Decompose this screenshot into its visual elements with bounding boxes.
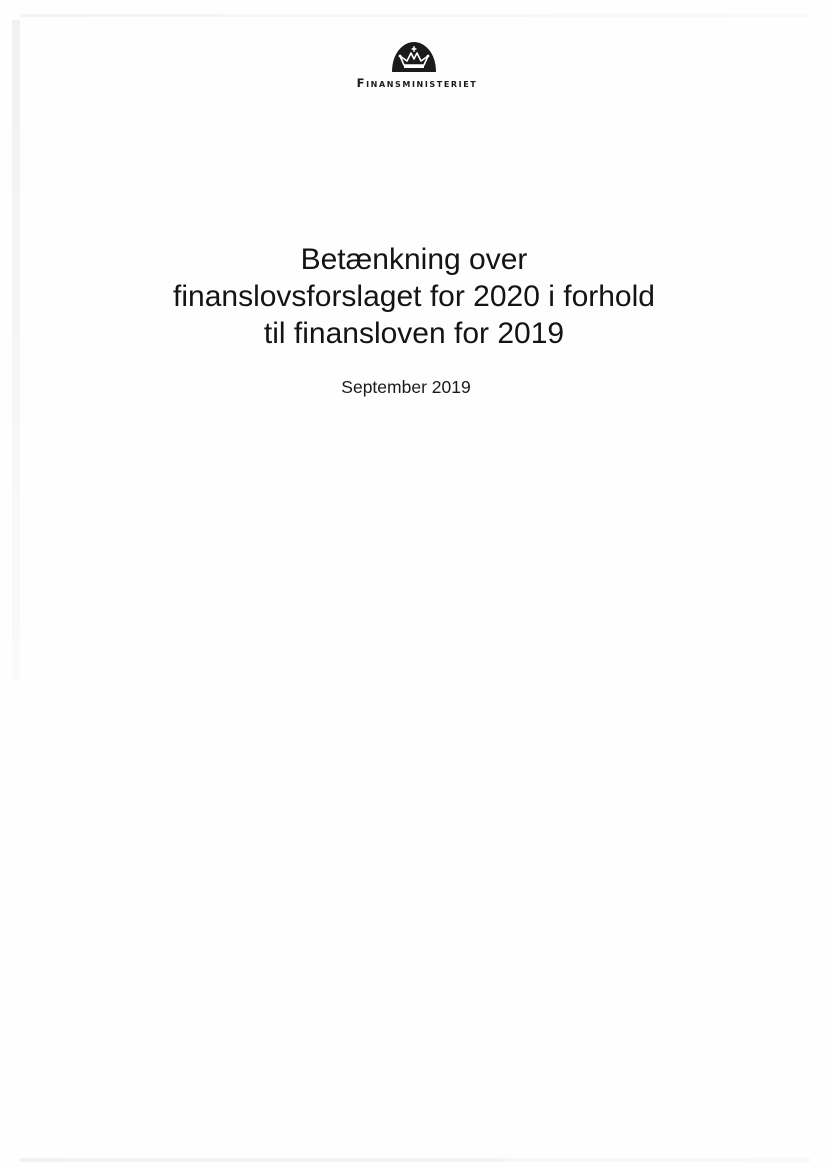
- logo-wordmark: Finansministeriet: [356, 76, 478, 90]
- title-line: finanslovsforslaget for 2020 i forhold: [173, 280, 655, 313]
- ministry-logo: [0, 38, 828, 90]
- title-line: Betænkning over: [300, 243, 528, 276]
- title-line: til finansloven for 2019: [263, 317, 565, 350]
- scan-edge-bottom: [20, 1158, 810, 1162]
- scan-edge-top: [20, 14, 810, 17]
- document-title: [0, 241, 828, 352]
- document-date: September 2019: [341, 377, 471, 397]
- crown-icon: [390, 38, 438, 74]
